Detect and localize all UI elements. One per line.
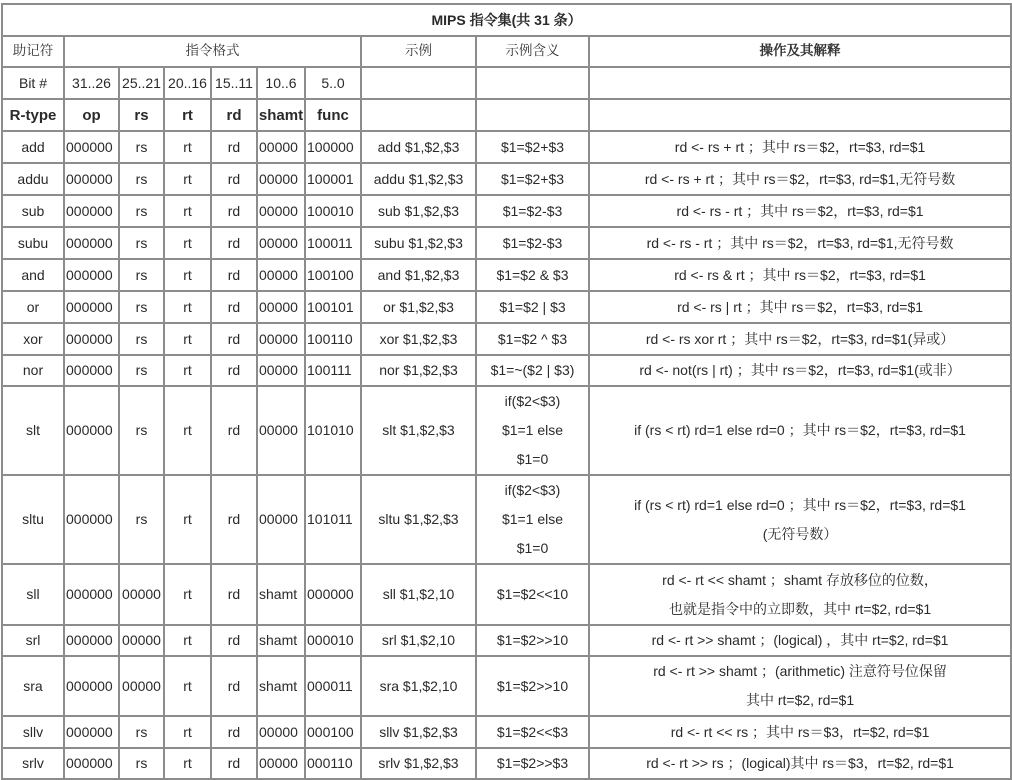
op-cell: 000000 bbox=[64, 656, 119, 716]
op-cell: 000000 bbox=[64, 291, 119, 323]
meaning-cell bbox=[476, 291, 589, 323]
instruction-row bbox=[2, 227, 1011, 259]
operation-line: rd <- rt >> rs ；(logical)其中 rs＝$3，rt=$2, rd=$1 bbox=[646, 755, 954, 771]
rtype-label: R-type bbox=[2, 99, 64, 131]
rd-cell: rd bbox=[211, 227, 257, 259]
operation-line: if (rs < rt) rd=1 else rd=0 ；其中 rs＝$2，rt=$3, rd=$1 bbox=[634, 496, 966, 513]
example-cell: or $1,$2,$3 bbox=[361, 291, 476, 323]
header-row bbox=[2, 36, 1011, 67]
operation-cell bbox=[589, 291, 1011, 323]
instruction-row bbox=[2, 748, 1011, 779]
rd-cell: rd bbox=[211, 716, 257, 748]
empty-cell bbox=[361, 67, 476, 99]
rs-cell: rs bbox=[119, 291, 164, 323]
meaning-line: $1=$2>>10 bbox=[496, 677, 569, 694]
func-cell: 100100 bbox=[305, 259, 361, 291]
example-cell: sllv $1,$2,$3 bbox=[361, 716, 476, 748]
bits-label: Bit # bbox=[2, 67, 64, 99]
operation-cell bbox=[589, 656, 1011, 716]
operation-line: rd <- not(rs | rt) ；其中 rs＝$2，rt=$3, rd=$1(或非） bbox=[639, 362, 961, 378]
mnemonic-cell: addu bbox=[2, 163, 64, 195]
op-cell: 000000 bbox=[64, 259, 119, 291]
op-cell: 000000 bbox=[64, 716, 119, 748]
rs-cell: rs bbox=[119, 259, 164, 291]
operation-line: 也就是指令中的立即数，其中 rt=$2, rd=$1 bbox=[668, 600, 932, 617]
operation-cell bbox=[589, 748, 1011, 779]
shamt-cell: 00000 bbox=[257, 475, 305, 564]
operation-line: rd <- rs xor rt ；其中 rs＝$2，rt=$3, rd=$1(异或） bbox=[645, 330, 955, 347]
example-cell: subu $1,$2,$3 bbox=[361, 227, 476, 259]
operation-line: rd <- rs & rt ；其中 rs＝$2，rt=$3, rd=$1 bbox=[674, 266, 926, 283]
empty-cell bbox=[589, 67, 1011, 99]
example-cell: addu $1,$2,$3 bbox=[361, 163, 476, 195]
instruction-row bbox=[2, 163, 1011, 195]
mnemonic-cell: add bbox=[2, 131, 64, 163]
mips-instruction-table bbox=[1, 3, 1012, 780]
header-example: 示例 bbox=[361, 36, 476, 67]
meaning-cell bbox=[476, 656, 589, 716]
operation-line: (无符号数） bbox=[762, 525, 838, 542]
func-cell: 100001 bbox=[305, 163, 361, 195]
rs-cell: 00000 bbox=[119, 656, 164, 716]
meaning-line: $1=$2>>$3 bbox=[496, 755, 569, 771]
meaning-cell bbox=[476, 195, 589, 227]
meaning-cell bbox=[476, 748, 589, 779]
rtype-field: op bbox=[64, 99, 119, 131]
instruction-row bbox=[2, 564, 1011, 625]
rt-cell: rt bbox=[164, 386, 211, 475]
operation-line: rd <- rs + rt ；其中 rs＝$2，rt=$3, rd=$1,无符号数 bbox=[644, 170, 956, 187]
instruction-row bbox=[2, 386, 1011, 475]
func-cell: 100101 bbox=[305, 291, 361, 323]
meaning-line: $1=$2+$3 bbox=[500, 138, 565, 155]
rt-cell: rt bbox=[164, 163, 211, 195]
empty-cell bbox=[361, 99, 476, 131]
example-cell: add $1,$2,$3 bbox=[361, 131, 476, 163]
op-cell: 000000 bbox=[64, 323, 119, 355]
meaning-line: $1=$2<<$3 bbox=[496, 723, 569, 740]
header-format: 指令格式 bbox=[64, 36, 361, 67]
meaning-line: if($2<$3) bbox=[504, 393, 561, 409]
operation-line: rd <- rs + rt ；其中 rs＝$2，rt=$3, rd=$1 bbox=[674, 138, 926, 155]
bits-field: 5..0 bbox=[305, 67, 361, 99]
rt-cell: rt bbox=[164, 656, 211, 716]
rs-cell: 00000 bbox=[119, 625, 164, 656]
rd-cell: rd bbox=[211, 748, 257, 779]
operation-line: rd <- rs | rt ；其中 rs＝$2，rt=$3, rd=$1 bbox=[677, 298, 924, 315]
title-row bbox=[2, 4, 1011, 36]
meaning-cell bbox=[476, 355, 589, 386]
operation-cell bbox=[589, 131, 1011, 163]
operation-cell bbox=[589, 475, 1011, 564]
meaning-line: $1=~($2 | $3) bbox=[490, 362, 575, 378]
example-cell: and $1,$2,$3 bbox=[361, 259, 476, 291]
instruction-row bbox=[2, 131, 1011, 163]
operation-cell bbox=[589, 227, 1011, 259]
shamt-cell: 00000 bbox=[257, 227, 305, 259]
rt-cell: rt bbox=[164, 716, 211, 748]
rs-cell: rs bbox=[119, 195, 164, 227]
table-title: MIPS 指令集(共 31 条） bbox=[2, 4, 1011, 36]
rd-cell: rd bbox=[211, 625, 257, 656]
shamt-cell: 00000 bbox=[257, 163, 305, 195]
meaning-line: $1=0 bbox=[516, 540, 549, 556]
shamt-cell: 00000 bbox=[257, 748, 305, 779]
meaning-cell bbox=[476, 259, 589, 291]
func-cell: 101011 bbox=[305, 475, 361, 564]
rtype-row bbox=[2, 99, 1011, 131]
func-cell: 100011 bbox=[305, 227, 361, 259]
shamt-cell: 00000 bbox=[257, 259, 305, 291]
mnemonic-cell: slt bbox=[2, 386, 64, 475]
operation-line: rd <- rt << shamt ；shamt 存放移位的位数， bbox=[662, 571, 938, 588]
shamt-cell: 00000 bbox=[257, 131, 305, 163]
bits-row bbox=[2, 67, 1011, 99]
func-cell: 000000 bbox=[305, 564, 361, 625]
example-cell: srlv $1,$2,$3 bbox=[361, 748, 476, 779]
meaning-cell bbox=[476, 475, 589, 564]
operation-cell bbox=[589, 625, 1011, 656]
example-cell: xor $1,$2,$3 bbox=[361, 323, 476, 355]
rs-cell: rs bbox=[119, 386, 164, 475]
instruction-row bbox=[2, 625, 1011, 656]
meaning-cell bbox=[476, 163, 589, 195]
example-cell: slt $1,$2,$3 bbox=[361, 386, 476, 475]
instruction-row bbox=[2, 259, 1011, 291]
operation-cell bbox=[589, 195, 1011, 227]
rt-cell: rt bbox=[164, 259, 211, 291]
rs-cell: rs bbox=[119, 131, 164, 163]
bits-field: 20..16 bbox=[164, 67, 211, 99]
rs-cell: rs bbox=[119, 355, 164, 386]
rd-cell: rd bbox=[211, 386, 257, 475]
meaning-line: $1=0 bbox=[516, 451, 549, 467]
func-cell: 000011 bbox=[305, 656, 361, 716]
rs-cell: rs bbox=[119, 163, 164, 195]
meaning-line: $1=$2 & $3 bbox=[496, 266, 569, 283]
op-cell: 000000 bbox=[64, 475, 119, 564]
bits-field: 15..11 bbox=[211, 67, 257, 99]
rt-cell: rt bbox=[164, 291, 211, 323]
op-cell: 000000 bbox=[64, 163, 119, 195]
empty-cell bbox=[589, 99, 1011, 131]
mnemonic-cell: nor bbox=[2, 355, 64, 386]
shamt-cell: 00000 bbox=[257, 355, 305, 386]
rd-cell: rd bbox=[211, 195, 257, 227]
op-cell: 000000 bbox=[64, 625, 119, 656]
empty-cell bbox=[476, 99, 589, 131]
instruction-row bbox=[2, 475, 1011, 564]
rs-cell: 00000 bbox=[119, 564, 164, 625]
shamt-cell: shamt bbox=[257, 656, 305, 716]
instruction-row bbox=[2, 716, 1011, 748]
empty-cell bbox=[476, 67, 589, 99]
instruction-row bbox=[2, 195, 1011, 227]
shamt-cell: shamt bbox=[257, 564, 305, 625]
op-cell: 000000 bbox=[64, 355, 119, 386]
rt-cell: rt bbox=[164, 323, 211, 355]
mnemonic-cell: sllv bbox=[2, 716, 64, 748]
func-cell: 000110 bbox=[305, 748, 361, 779]
instruction-row bbox=[2, 291, 1011, 323]
func-cell: 100010 bbox=[305, 195, 361, 227]
mnemonic-cell: and bbox=[2, 259, 64, 291]
meaning-cell bbox=[476, 131, 589, 163]
header-operation: 操作及其解释 bbox=[589, 36, 1011, 67]
operation-cell bbox=[589, 163, 1011, 195]
mnemonic-cell: subu bbox=[2, 227, 64, 259]
rs-cell: rs bbox=[119, 475, 164, 564]
rs-cell: rs bbox=[119, 748, 164, 779]
operation-cell bbox=[589, 323, 1011, 355]
operation-line: rd <- rt >> shamt ；(arithmetic) 注意符号位保留 bbox=[653, 663, 947, 679]
op-cell: 000000 bbox=[64, 131, 119, 163]
example-cell: sub $1,$2,$3 bbox=[361, 195, 476, 227]
rd-cell: rd bbox=[211, 163, 257, 195]
rt-cell: rt bbox=[164, 355, 211, 386]
mnemonic-cell: sub bbox=[2, 195, 64, 227]
rtype-field: rs bbox=[119, 99, 164, 131]
meaning-line: if($2<$3) bbox=[504, 482, 561, 498]
operation-cell bbox=[589, 259, 1011, 291]
func-cell: 100110 bbox=[305, 323, 361, 355]
meaning-cell bbox=[476, 227, 589, 259]
meaning-cell bbox=[476, 386, 589, 475]
rt-cell: rt bbox=[164, 625, 211, 656]
op-cell: 000000 bbox=[64, 195, 119, 227]
rd-cell: rd bbox=[211, 656, 257, 716]
example-cell: sll $1,$2,10 bbox=[361, 564, 476, 625]
shamt-cell: 00000 bbox=[257, 716, 305, 748]
op-cell: 000000 bbox=[64, 227, 119, 259]
rt-cell: rt bbox=[164, 131, 211, 163]
rtype-field: rt bbox=[164, 99, 211, 131]
func-cell: 100111 bbox=[305, 355, 361, 386]
rs-cell: rs bbox=[119, 716, 164, 748]
example-cell: nor $1,$2,$3 bbox=[361, 355, 476, 386]
mnemonic-cell: or bbox=[2, 291, 64, 323]
meaning-cell bbox=[476, 716, 589, 748]
mnemonic-cell: sra bbox=[2, 656, 64, 716]
rt-cell: rt bbox=[164, 748, 211, 779]
operation-line: rd <- rt << rs ；其中 rs＝$3，rt=$2, rd=$1 bbox=[670, 723, 930, 740]
rtype-field: shamt bbox=[257, 99, 305, 131]
meaning-line: $1=$2 ^ $3 bbox=[497, 330, 568, 347]
rt-cell: rt bbox=[164, 564, 211, 625]
func-cell: 100000 bbox=[305, 131, 361, 163]
header-meaning: 示例含义 bbox=[476, 36, 589, 67]
meaning-cell bbox=[476, 564, 589, 625]
rs-cell: rs bbox=[119, 323, 164, 355]
mnemonic-cell: sltu bbox=[2, 475, 64, 564]
meaning-cell bbox=[476, 323, 589, 355]
meaning-line: $1=$2-$3 bbox=[502, 234, 563, 251]
rt-cell: rt bbox=[164, 195, 211, 227]
shamt-cell: 00000 bbox=[257, 323, 305, 355]
example-cell: sltu $1,$2,$3 bbox=[361, 475, 476, 564]
meaning-line: $1=1 else bbox=[501, 422, 564, 438]
operation-cell bbox=[589, 386, 1011, 475]
operation-line: rd <- rs - rt ；其中 rs＝$2，rt=$3, rd=$1 bbox=[676, 202, 924, 219]
meaning-cell bbox=[476, 625, 589, 656]
op-cell: 000000 bbox=[64, 564, 119, 625]
rt-cell: rt bbox=[164, 475, 211, 564]
rd-cell: rd bbox=[211, 564, 257, 625]
shamt-cell: 00000 bbox=[257, 195, 305, 227]
rd-cell: rd bbox=[211, 291, 257, 323]
mnemonic-cell: xor bbox=[2, 323, 64, 355]
rd-cell: rd bbox=[211, 355, 257, 386]
meaning-line: $1=1 else bbox=[501, 511, 564, 527]
mnemonic-cell: sll bbox=[2, 564, 64, 625]
rd-cell: rd bbox=[211, 323, 257, 355]
mnemonic-cell: srlv bbox=[2, 748, 64, 779]
rs-cell: rs bbox=[119, 227, 164, 259]
example-cell: sra $1,$2,10 bbox=[361, 656, 476, 716]
shamt-cell: shamt bbox=[257, 625, 305, 656]
op-cell: 000000 bbox=[64, 386, 119, 475]
func-cell: 000010 bbox=[305, 625, 361, 656]
instruction-row bbox=[2, 656, 1011, 716]
meaning-line: $1=$2-$3 bbox=[502, 202, 563, 219]
bits-field: 25..21 bbox=[119, 67, 164, 99]
shamt-cell: 00000 bbox=[257, 291, 305, 323]
shamt-cell: 00000 bbox=[257, 386, 305, 475]
rd-cell: rd bbox=[211, 131, 257, 163]
operation-line: rd <- rs - rt ；其中 rs＝$2，rt=$3, rd=$1,无符号数 bbox=[646, 234, 954, 251]
operation-cell bbox=[589, 355, 1011, 386]
instruction-row bbox=[2, 355, 1011, 386]
rd-cell: rd bbox=[211, 259, 257, 291]
rd-cell: rd bbox=[211, 475, 257, 564]
instruction-row bbox=[2, 323, 1011, 355]
op-cell: 000000 bbox=[64, 748, 119, 779]
operation-cell bbox=[589, 564, 1011, 625]
operation-cell bbox=[589, 716, 1011, 748]
meaning-line: $1=$2<<10 bbox=[496, 586, 569, 602]
meaning-line: $1=$2>>10 bbox=[496, 632, 569, 648]
header-mnemonic: 助记符 bbox=[2, 36, 64, 67]
bits-field: 31..26 bbox=[64, 67, 119, 99]
bits-field: 10..6 bbox=[257, 67, 305, 99]
operation-line: rd <- rt >> shamt ；(logical) ，其中 rt=$2, rd=$1 bbox=[651, 632, 949, 648]
operation-line: 其中 rt=$2, rd=$1 bbox=[745, 692, 855, 708]
meaning-line: $1=$2 | $3 bbox=[499, 298, 566, 315]
mnemonic-cell: srl bbox=[2, 625, 64, 656]
rt-cell: rt bbox=[164, 227, 211, 259]
rtype-field: func bbox=[305, 99, 361, 131]
operation-line: if (rs < rt) rd=1 else rd=0 ；其中 rs＝$2，rt=$3, rd=$1 bbox=[634, 422, 966, 438]
example-cell: srl $1,$2,10 bbox=[361, 625, 476, 656]
rtype-field: rd bbox=[211, 99, 257, 131]
meaning-line: $1=$2+$3 bbox=[500, 170, 565, 187]
func-cell: 000100 bbox=[305, 716, 361, 748]
func-cell: 101010 bbox=[305, 386, 361, 475]
